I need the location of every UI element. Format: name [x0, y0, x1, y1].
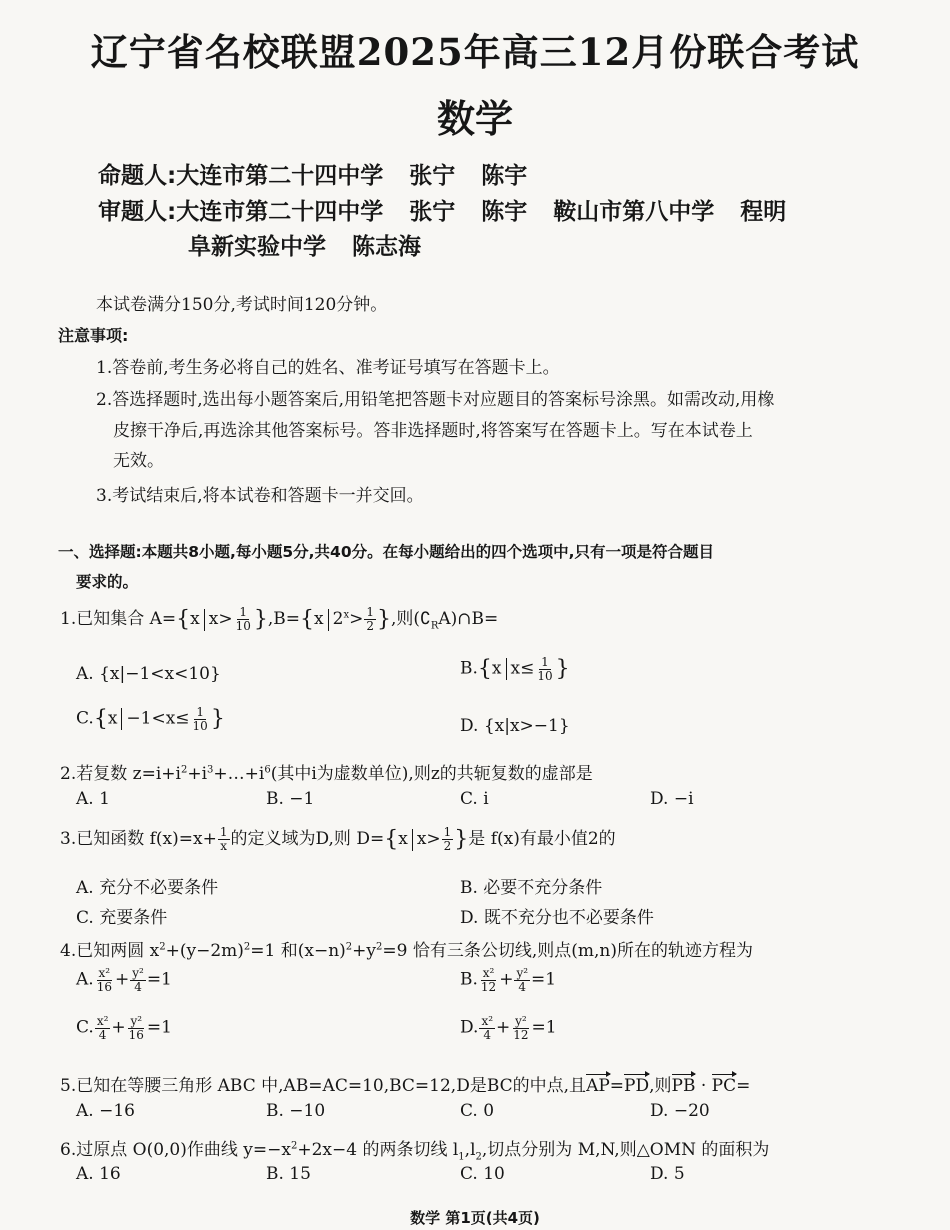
right-brace: } — [454, 827, 469, 852]
exponent: 2 — [180, 764, 188, 776]
exponent: 2 — [376, 941, 383, 953]
fraction-num: 1 — [239, 605, 248, 620]
fraction-den: 4 — [134, 979, 142, 994]
question-number: 1. — [60, 609, 77, 629]
question-number: 6. — [60, 1140, 77, 1160]
vector-pb: PB — [671, 1076, 696, 1096]
reviewer-school-1: 大连市第二十四中学 — [176, 199, 384, 225]
question-5 — [60, 1071, 750, 1096]
set-var: x — [107, 708, 118, 729]
reviewer-line-2 — [188, 228, 421, 261]
note-item-2-line-2: 皮擦干净后,再选涂其他答案标号。答非选择题时,将答案写在答题卡上。写在本试卷上 — [113, 421, 753, 441]
q1-option-d: D. {x|x>−1} — [460, 716, 570, 736]
exponent: 6 — [264, 764, 271, 776]
subscript: 2 — [475, 1151, 482, 1163]
q4-text-c: =1 和(x−n) — [250, 941, 346, 961]
q4-option-c — [76, 1015, 172, 1041]
vector-pc: PC — [711, 1076, 737, 1096]
set-bar — [328, 609, 329, 631]
set-cond: x≤ — [510, 658, 535, 679]
setter-school: 大连市第二十四中学 — [176, 163, 384, 189]
fraction — [130, 967, 146, 993]
fraction-num: y² — [516, 966, 529, 980]
fraction-num: y² — [515, 1014, 527, 1028]
question-4 — [60, 936, 753, 961]
question-number: 5. — [60, 1076, 77, 1096]
fraction-num: x² — [98, 966, 111, 980]
question-3 — [60, 824, 616, 853]
equals-one: =1 — [146, 969, 172, 990]
q4-option-a — [76, 967, 172, 993]
fraction — [479, 967, 498, 993]
right-brace: } — [210, 706, 225, 732]
fraction — [442, 826, 454, 852]
fraction — [511, 1015, 530, 1041]
q5-option-d: D. −20 — [650, 1101, 710, 1121]
question-6 — [60, 1135, 769, 1162]
reviewer-school-2: 鞍山市第八中学 — [553, 199, 715, 225]
setter-line — [98, 157, 527, 190]
q1-text-pre: 已知集合 A= — [76, 609, 177, 629]
q5-text-c: = — [736, 1076, 751, 1096]
fraction — [95, 967, 114, 993]
option-label: A. — [76, 969, 94, 990]
question-number: 3. — [60, 829, 77, 849]
q1-option-a: A. {x|−1<x<10} — [76, 664, 221, 684]
fraction — [535, 656, 554, 682]
question-number: 2. — [60, 764, 77, 784]
exam-subject: 数学 — [436, 96, 513, 141]
q6-text-b: +2x−4 的两条切线 l — [297, 1140, 459, 1160]
q6-option-c: C. 10 — [460, 1164, 505, 1184]
q5-dot: · — [695, 1076, 712, 1096]
option-label: C. — [76, 708, 94, 729]
q2-text-b: +i — [187, 764, 208, 784]
section-1-heading-line-2: 要求的。 — [76, 573, 139, 591]
fraction-den: 10 — [235, 619, 251, 633]
q5-text-a: 已知在等腰三角形 ABC 中,AB=AC=10,BC=12,D是BC的中点,且 — [76, 1076, 587, 1096]
fraction-den: 16 — [96, 979, 112, 994]
q2-option-d: D. −i — [650, 789, 694, 809]
exponent: 2 — [345, 941, 353, 953]
fraction-den: 4 — [98, 1027, 107, 1042]
fraction — [95, 1015, 111, 1041]
plus: + — [114, 969, 130, 990]
fraction-den: 4 — [518, 979, 527, 994]
equals-one: =1 — [531, 969, 557, 990]
left-brace: { — [176, 607, 191, 632]
vector-pd: PD — [624, 1076, 650, 1096]
section-1-heading: 一、选择题:本题共8小题,每小题5分,共40分。在每小题给出的四个选项中,只有一项是符合题目 — [58, 543, 715, 561]
reviewer-name-1: 张宁 — [409, 199, 456, 225]
fraction-den: 10 — [537, 668, 553, 683]
q1-tail: ,则(∁ — [390, 609, 431, 629]
exponent: 2 — [290, 1140, 298, 1152]
q5-option-a: A. −16 — [76, 1101, 135, 1121]
q4-option-d — [460, 1015, 557, 1041]
fraction-num: 1 — [219, 825, 228, 840]
reviewer-school-3: 阜新实验中学 — [188, 234, 326, 260]
question-number: 4. — [60, 941, 77, 961]
fraction-den: 2 — [366, 619, 374, 633]
vector-ap: AP — [586, 1076, 610, 1096]
fraction-den: 12 — [480, 979, 497, 994]
q1-option-c — [76, 706, 225, 732]
plus: + — [111, 1017, 126, 1038]
fraction — [191, 706, 210, 732]
set-bar — [204, 609, 205, 631]
q6-text-c: ,l — [464, 1140, 476, 1160]
q6-text-d: ,切点分别为 M,N,则△OMN 的面积为 — [481, 1140, 770, 1160]
question-2 — [60, 759, 593, 784]
reviewer-name-3: 程明 — [740, 199, 787, 225]
q5-text-b: ,则 — [649, 1076, 672, 1096]
q2-option-a: A. 1 — [76, 789, 110, 809]
q1-tail-2: A)∩B= — [438, 609, 499, 629]
plus: + — [499, 969, 514, 990]
fraction-den: x — [220, 839, 228, 853]
reviewer-name-2: 陈宇 — [481, 199, 528, 225]
set-bar — [506, 658, 507, 680]
right-brace: } — [253, 607, 268, 632]
set-var: x — [398, 829, 408, 849]
fraction — [364, 606, 376, 632]
fraction-den: 10 — [192, 718, 208, 733]
q6-option-b: B. 15 — [266, 1164, 311, 1184]
set-cond: x> — [416, 829, 441, 849]
q2-text-c: +…+i — [213, 764, 265, 784]
reviewer-name-4: 陈志海 — [352, 234, 421, 260]
q2-option-c: C. i — [460, 789, 489, 809]
q2-text-a: 若复数 z=i+i — [76, 764, 181, 784]
fraction — [234, 606, 253, 632]
fraction-num: y² — [130, 1014, 143, 1028]
option-label: C. — [76, 1017, 94, 1038]
note-item-2-line-3: 无效。 — [113, 451, 164, 471]
exponent: 3 — [207, 764, 214, 776]
right-brace: } — [555, 656, 570, 682]
exponent: 2 — [243, 941, 251, 953]
q6-option-d: D. 5 — [650, 1164, 685, 1184]
fraction-num: 1 — [541, 655, 549, 669]
plus: + — [496, 1017, 511, 1038]
equals-one: =1 — [146, 1017, 172, 1038]
fraction-num: 1 — [366, 605, 374, 620]
equals-one: =1 — [531, 1017, 557, 1038]
exponent: 2 — [159, 941, 166, 953]
note-item-3: 3.考试结束后,将本试卷和答题卡一并交回。 — [96, 486, 424, 506]
page-footer: 数学 第1页(共4页) — [410, 1209, 540, 1227]
left-brace: { — [384, 827, 399, 852]
set-cond: 2 — [332, 609, 344, 629]
fraction — [514, 967, 530, 993]
set-bar — [121, 708, 122, 730]
q3-option-a: A. 充分不必要条件 — [76, 878, 219, 898]
left-brace: { — [477, 656, 492, 682]
fraction-den: 12 — [513, 1027, 529, 1042]
fraction-den: 2 — [443, 839, 452, 853]
option-label: B. — [460, 969, 478, 990]
q3-text-c: 是 f(x)有最小值2的 — [468, 829, 616, 849]
q5-option-b: B. −10 — [266, 1101, 326, 1121]
fraction-num: x² — [481, 1014, 494, 1028]
q3-text-a: 已知函数 f(x)=x+ — [76, 829, 217, 849]
q5-eq: = — [609, 1076, 625, 1096]
set-bar — [412, 829, 413, 851]
fraction-num: 1 — [196, 705, 204, 719]
reviewer-line — [98, 193, 786, 226]
left-brace: { — [300, 607, 315, 632]
setter-name-2: 陈宇 — [481, 163, 528, 189]
fraction-num: y² — [132, 966, 144, 980]
q5-option-c: C. 0 — [460, 1101, 495, 1121]
option-label: D. — [460, 1017, 479, 1038]
q3-text-b: 的定义域为D,则 D= — [230, 829, 385, 849]
q4-text-a: 已知两圆 x — [76, 941, 160, 961]
reviewer-label: 审题人: — [98, 199, 177, 225]
q1-option-b — [460, 656, 570, 682]
q4-text-e: =9 恰有三条公切线,则点(m,n)所在的轨迹方程为 — [382, 941, 754, 961]
fraction — [218, 826, 230, 852]
fraction-den: 4 — [483, 1027, 492, 1042]
fraction-num: x² — [96, 1014, 109, 1028]
q4-text-b: +(y−2m) — [165, 941, 244, 961]
q3-option-d: D. 既不充分也不必要条件 — [460, 908, 654, 928]
left-brace: { — [93, 706, 108, 732]
q4-option-b — [460, 967, 556, 993]
exam-title: 辽宁省名校联盟2025年高三12月份联合考试 — [90, 30, 860, 74]
fraction-den: 16 — [128, 1027, 144, 1042]
setter-name-1: 张宁 — [409, 163, 456, 189]
setter-label: 命题人: — [98, 163, 177, 189]
right-brace: } — [376, 607, 391, 632]
fraction-num: x² — [482, 966, 495, 980]
subscript: 1 — [458, 1151, 465, 1163]
set-cond: −1<x≤ — [126, 708, 190, 729]
option-label: B. — [460, 658, 478, 679]
fraction — [127, 1015, 146, 1041]
fraction — [479, 1015, 495, 1041]
q2-option-b: B. −1 — [266, 789, 315, 809]
q3-option-b: B. 必要不充分条件 — [460, 878, 603, 898]
question-1 — [60, 604, 498, 633]
subscript: R — [430, 620, 439, 632]
q3-option-c: C. 充要条件 — [76, 908, 168, 928]
q6-option-a: A. 16 — [76, 1164, 121, 1184]
exponent: x — [343, 609, 350, 621]
set-cond: x> — [208, 609, 233, 629]
fraction-num: 1 — [443, 825, 452, 840]
note-item-1: 1.答卷前,考生务必将自己的姓名、准考证号填写在答题卡上。 — [96, 358, 560, 378]
q1-mid: ,B= — [267, 609, 301, 629]
set-var: x — [190, 609, 200, 629]
notes-heading: 注意事项: — [58, 326, 129, 345]
gt: > — [349, 609, 364, 629]
set-var: x — [491, 658, 502, 679]
note-item-2-line-1: 2.答选择题时,选出每小题答案后,用铅笔把答题卡对应题目的答案标号涂黑。如需改动,用橡 — [96, 390, 775, 410]
q4-text-d: +y — [352, 941, 377, 961]
intro-text: 本试卷满分150分,考试时间120分钟。 — [96, 295, 388, 315]
set-var: x — [314, 609, 324, 629]
q6-text-a: 过原点 O(0,0)作曲线 y=−x — [76, 1140, 291, 1160]
q2-text-d: (其中i为虚数单位),则z的共轭复数的虚部是 — [270, 764, 593, 784]
